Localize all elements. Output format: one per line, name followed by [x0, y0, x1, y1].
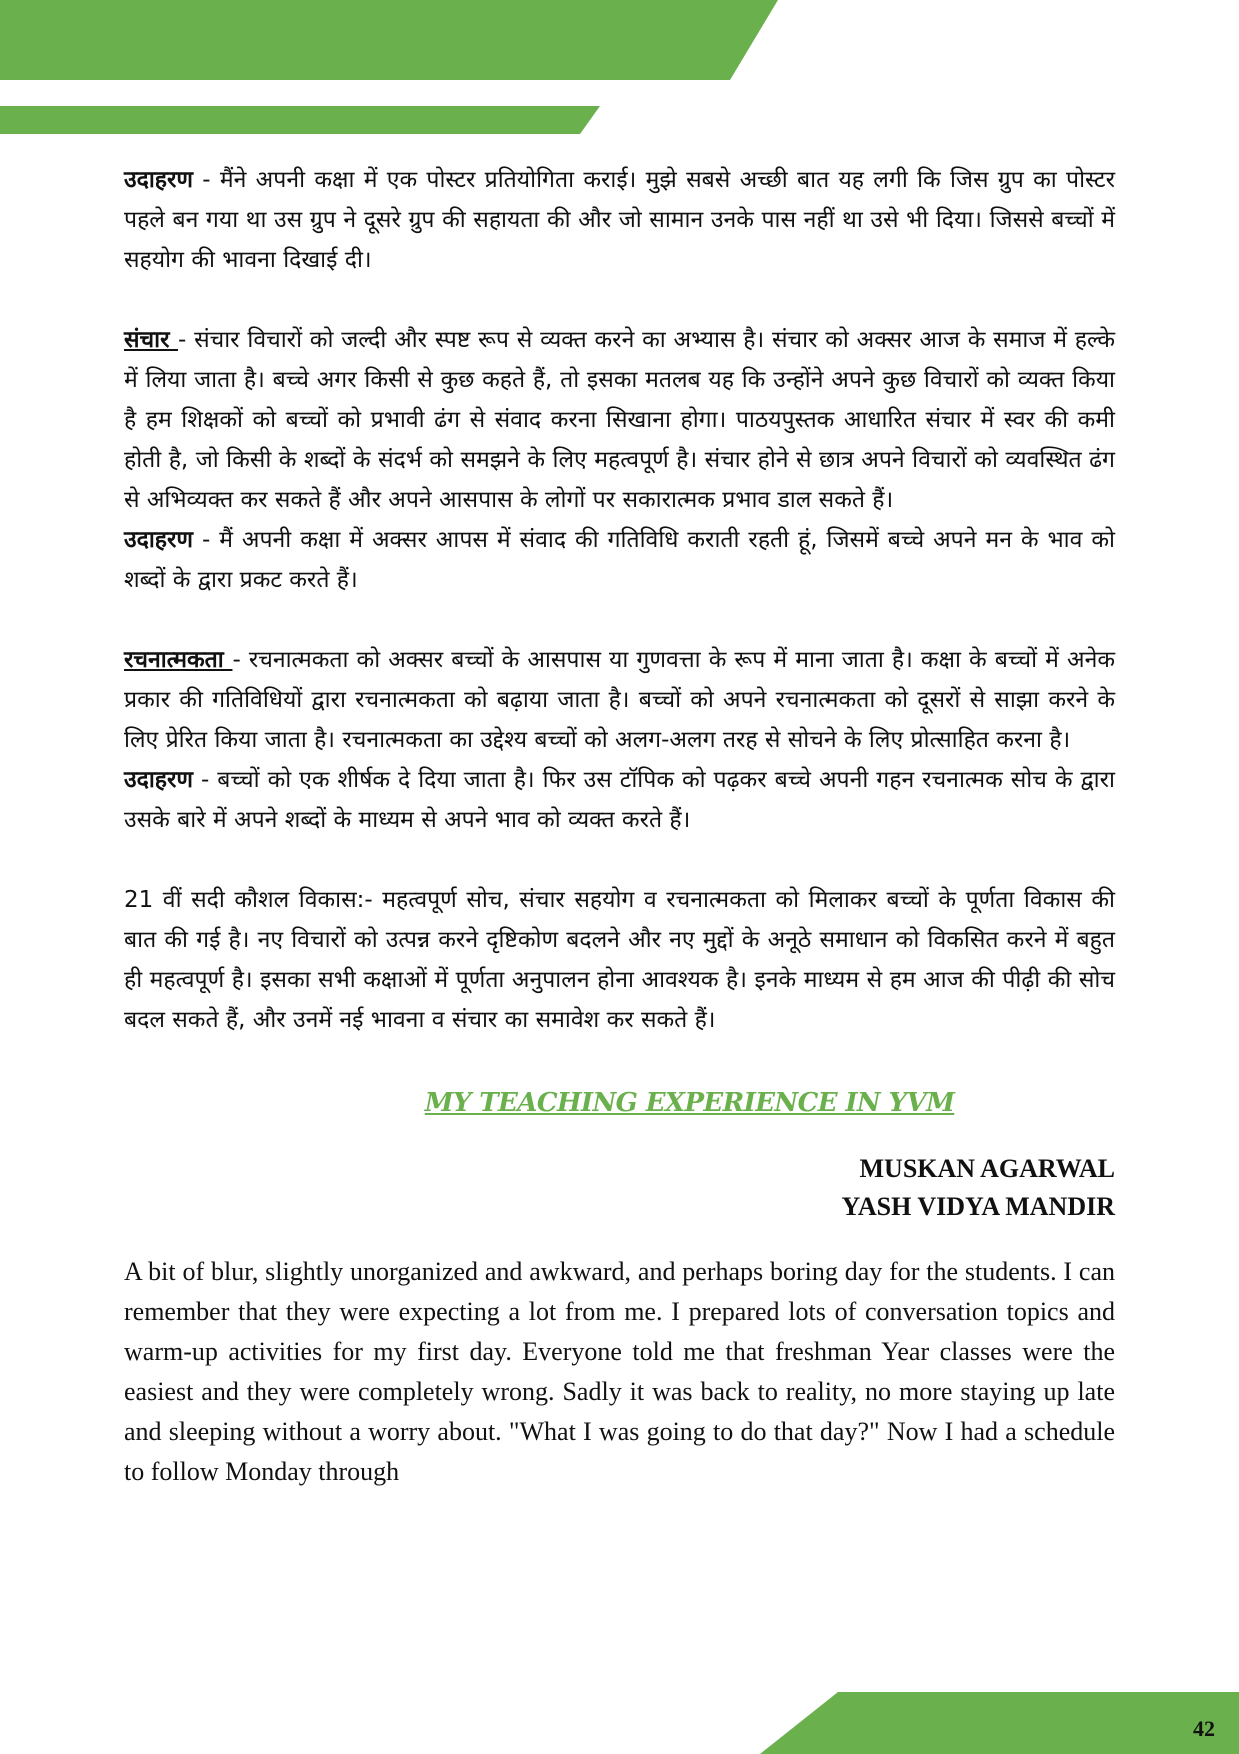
- paragraph-lead: उदाहरण: [124, 167, 194, 193]
- article-body: A bit of blur, slightly unorganized and awkward, and perhaps boring day for the students. I can remember that they were expecting a lot from me. I prepared lots of conversation topics and warm-up activities for my first day. Everyone told me that freshman Year classes were the easiest and they were completely wrong. Sadly it was back to reality, no more staying up late and sleeping without a worry about. "What I was going to do that day?" Now I had a schedule to follow Monday through: [124, 1257, 1115, 1486]
- paragraph-communication: [124, 320, 1115, 520]
- paragraph-text: - संचार विचारों को जल्दी और स्पष्ट रूप से व्यक्त करने का अभ्यास है। संचार को अक्सर आज के समाज में हल्के में लिया जाता है। बच्चे अगर किसी से कुछ कहते हैं, तो इसका मतलब यह कि उन्होंने अपने कुछ विचारों को व्यक्त किया है हम शिक्षकों को बच्चों को प्रभावी ढंग से संवाद करना सिखाना होगा। पाठयपुस्तक आधारित संचार में स्वर की कमी होती है, जो किसी के शब्दों के संदर्भ को समझने के लिए महत्वपूर्ण है। संचार होने से छात्र अपने विचारों को व्यवस्थित ढंग से अभिव्यक्त कर सकते हैं और अपने आसपास के लोगों पर सकारात्मक प्रभाव डाल सकते हैं।: [124, 327, 1116, 513]
- paragraph-lead: रचनात्मकता: [124, 647, 233, 673]
- school-name: YASH VIDYA MANDIR: [841, 1192, 1115, 1221]
- header-band-bottom: [0, 106, 600, 134]
- paragraph-text: - मैंने अपनी कक्षा में एक पोस्टर प्रतियोगिता कराई। मुझे सबसे अच्छी बात यह लगी कि जिस ग्रुप का पोस्टर पहले बन गया था उस ग्रुप ने दूसरे ग्रुप की सहायता की और जो सामान उनके पास नहीं था उसे भी दिया। जिससे बच्चों में सहयोग की भावना दिखाई दी।: [124, 167, 1115, 273]
- paragraph-example-collaboration: [124, 160, 1115, 280]
- author-name: MUSKAN AGARWAL: [859, 1154, 1115, 1183]
- footer-band: [760, 1692, 1239, 1754]
- paragraph-creativity: [124, 640, 1115, 760]
- paragraph-example-communication: [124, 520, 1115, 600]
- paragraph-text: - रचनात्मकता को अक्सर बच्चों के आसपास या गुणवत्ता के रूप में माना जाता है। कक्षा के बच्चों में अनेक प्रकार की गतिविधियों द्वारा रचनात्मकता को बढ़ाया जाता है। बच्चों को अपने रचनात्मकता को दूसरों से साझा करने के लिए प्रेरित किया जाता है। रचनात्मकता का उद्देश्य बच्चों को अलग-अलग तरह से सोचने के लिए प्रोत्साहित करना है।: [124, 647, 1115, 753]
- paragraph-lead: संचार: [124, 327, 178, 353]
- paragraph-lead: उदाहरण: [124, 767, 194, 793]
- page-number: 42: [1193, 1716, 1215, 1741]
- paragraph-lead: उदाहरण: [124, 527, 194, 553]
- paragraph-example-creativity: [124, 760, 1115, 840]
- byline: [124, 1150, 1115, 1226]
- article-title: MY TEACHING EXPERIENCE IN YVM: [424, 1088, 955, 1118]
- header-band-top: [0, 0, 778, 80]
- paragraph-text: - मैं अपनी कक्षा में अक्सर आपस में संवाद की गतिविधि कराती रहती हूं, जिसमें बच्चे अपने मन के भाव को शब्दों के द्वारा प्रकट करते हैं।: [124, 527, 1115, 593]
- page-content: [124, 160, 1115, 1492]
- paragraph-21st-century-skills: 21 वीं सदी कौशल विकास:- महत्वपूर्ण सोच, संचार सहयोग व रचनात्मकता को मिलाकर बच्चों के पूर्णता विकास की बात की गई है। नए विचारों को उत्पन्न करने दृष्टिकोण बदलने और नए मुद्दों के अनूठे समाधान को विकसित करने में बहुत ही महत्वपूर्ण है। इसका सभी कक्षाओं में पूर्णता अनुपालन होना आवश्यक है। इनके माध्यम से हम आज की पीढ़ी की सोच बदल सकते हैं, और उनमें नई भावना व संचार का समावेश कर सकते हैं।: [124, 887, 1115, 1033]
- paragraph-text: - बच्चों को एक शीर्षक दे दिया जाता है। फिर उस टॉपिक को पढ़कर बच्चे अपनी गहन रचनात्मक सोच के द्वारा उसके बारे में अपने शब्दों के माध्यम से अपने भाव को व्यक्त करते हैं।: [124, 767, 1115, 833]
